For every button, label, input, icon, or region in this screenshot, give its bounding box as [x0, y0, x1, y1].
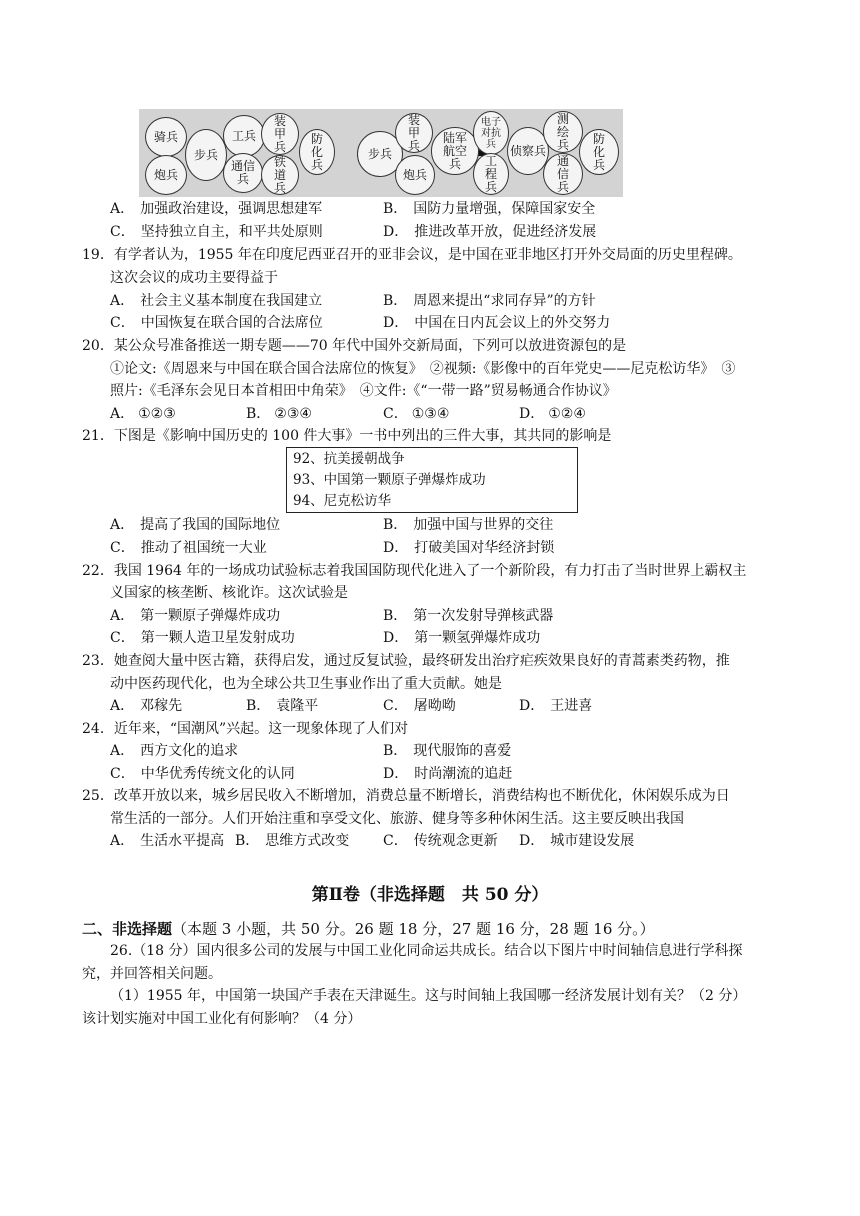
diagram-item: 测绘兵	[543, 111, 583, 153]
diagram-item: 装甲兵	[261, 113, 299, 155]
q23-stem-cont: 动中医药现代化，也为全球公共卫生事业作出了重大贡献。她是	[110, 676, 502, 692]
q24-stem: 24．近年来，“国潮风”兴起。这一现象体现了人们对	[82, 721, 409, 737]
q22-stem: 22．我国 1964 年的一场成功试验标志着我国国防现代化进入了一个新阶段，有力打击了当时世界上霸权主	[82, 563, 747, 579]
diagram-item: 工程兵	[473, 153, 509, 195]
q25-option-b: B． 思维方式改变	[235, 833, 350, 849]
event-item: 92、抗美援朝战争	[293, 451, 405, 467]
q20-stem-cont: ①论文:《周恩来与中国在联合国合法席位的恢复》 ②视频:《影像中的百年党史——尼克松访华》 ③	[110, 361, 736, 377]
q21-option-d: D． 打破美国对华经济封锁	[383, 540, 555, 556]
q19-option-b: B． 周恩来提出“求同存异”的方针	[383, 293, 596, 309]
q22-option-d: D． 第一颗氢弹爆炸成功	[383, 630, 541, 646]
event-item: 93、中国第一颗原子弹爆炸成功	[293, 472, 486, 488]
q19-option-c: C． 中国恢复在联合国的合法席位	[110, 315, 323, 331]
q21-option-b: B． 加强中国与世界的交往	[383, 517, 554, 533]
q25-option-a: A． 生活水平提高	[110, 833, 225, 849]
q22-option-c: C． 第一颗人造卫星发射成功	[110, 630, 295, 646]
q24-option-d: D． 时尚潮流的追赶	[383, 766, 513, 782]
q22-option-b: B． 第一次发射导弹核武器	[383, 608, 554, 624]
q19-stem: 19．有学者认为，1955 年在印度尼西亚召开的亚非会议，是中国在亚非地区打开外交局面的历史里程碑。	[82, 247, 742, 263]
diagram-item: 电子对抗兵	[473, 111, 509, 155]
q18-option-b: B． 国防力量增强，保障国家安全	[383, 201, 596, 217]
q25-option-c: C． 传统观念更新	[383, 833, 498, 849]
diagram-item: 通信兵	[543, 153, 583, 195]
events-box	[286, 447, 578, 513]
diagram-item: 防化兵	[299, 129, 335, 175]
diagram-item: 铁道兵	[261, 155, 299, 195]
q21-option-c: C． 推动了祖国统一大业	[110, 540, 267, 556]
section-title: 第Ⅱ卷（非选择题 共 50 分）	[311, 885, 549, 905]
q18-option-c: C． 坚持独立自主，和平共处原则	[110, 224, 323, 240]
q25-stem-cont: 常生活的一部分。人们开始注重和享受文化、旅游、健身等多种休闲生活。这主要反映出我国	[110, 811, 684, 827]
q26-stem-cont: 究，并回答相关问题。	[82, 966, 222, 982]
diagram-item: 防化兵	[579, 129, 619, 175]
q20-option-d: D． ①②④	[519, 406, 586, 422]
q25-option-d: D． 城市建设发展	[519, 833, 635, 849]
q24-option-a: A． 西方文化的追求	[110, 743, 239, 759]
q18-option-a: A． 加强政治建设，强调思想建军	[110, 201, 323, 217]
q26-sub1: （1）1955 年，中国第一块国产手表在天津诞生。这与时间轴上我国哪一经济发展计划有关？（2 分）	[110, 988, 747, 1004]
q20-stem-cont: 照片:《毛泽东会见日本首相田中角荣》 ④文件:《“一带一路”贸易畅通合作协议》	[110, 383, 617, 399]
q26-stem: 26.（18 分）国内很多公司的发展与中国工业化同命运共成长。结合以下图片中时间轴信息进行学科探	[110, 943, 743, 959]
q23-option-d: D． 王进喜	[519, 698, 593, 714]
q20-option-c: C． ①③④	[383, 406, 450, 422]
q19-stem-cont: 这次会议的成功主要得益于	[110, 270, 278, 286]
q21-stem: 21．下图是《影响中国历史的 100 件大事》一书中列出的三件大事，其共同的影响是	[82, 428, 612, 444]
diagram-item: 炮兵	[395, 155, 435, 195]
diagram-item: 陆军航空兵	[431, 127, 479, 175]
q20-stem: 20．某公众号准备推送一期专题——70 年代中国外交新局面，下列可以放进资源包的是	[82, 338, 627, 354]
q19-option-a: A． 社会主义基本制度在我国建立	[110, 293, 323, 309]
diagram-item: 炮兵	[145, 155, 187, 195]
q24-option-c: C． 中华优秀传统文化的认同	[110, 766, 295, 782]
event-item: 94、尼克松访华	[293, 493, 392, 509]
diagram-item: 侦察兵	[507, 127, 549, 175]
q22-stem-cont: 义国家的核垄断、核讹诈。这次试验是	[110, 585, 348, 601]
q26-sub1-cont: 该计划实施对中国工业化有何影响？（4 分）	[82, 1011, 362, 1027]
q21-option-a: A． 提高了我国的国际地位	[110, 517, 281, 533]
q18-option-d: D． 推进改革开放，促进经济发展	[383, 224, 597, 240]
q19-option-d: D． 中国在日内瓦会议上的外交努力	[383, 315, 611, 331]
section-heading: 二、非选择题（本题 3 小题，共 50 分。26 题 18 分，27 题 16 分，28 题 16 分。）	[82, 920, 655, 938]
diagram-item: 通信兵	[223, 153, 263, 193]
diagram-item: 工兵	[223, 115, 265, 157]
diagram-item: 骑兵	[145, 117, 187, 157]
q22-option-a: A． 第一颗原子弹爆炸成功	[110, 608, 281, 624]
army-structure-diagram	[139, 109, 623, 197]
diagram-item: 装甲兵	[395, 113, 433, 153]
q23-stem: 23．她查阅大量中医古籍，获得启发，通过反复试验，最终研发出治疗疟疾效果良好的青蒿素类药物，推	[82, 653, 730, 669]
q23-option-a: A． 邓稼先	[110, 698, 183, 714]
q20-option-b: B． ②③④	[246, 406, 312, 422]
q20-option-a: A． ①②③	[110, 406, 176, 422]
q23-option-c: C． 屠呦呦	[383, 698, 456, 714]
q23-option-b: B． 袁隆平	[246, 698, 319, 714]
q24-option-b: B． 现代服饰的喜爱	[383, 743, 512, 759]
diagram-item: 步兵	[357, 131, 403, 177]
diagram-item: 步兵	[185, 129, 227, 181]
q25-stem: 25．改革开放以来，城乡居民收入不断增加，消费总量不断增长，消费结构也不断优化，休闲娱乐成为日	[82, 788, 730, 804]
